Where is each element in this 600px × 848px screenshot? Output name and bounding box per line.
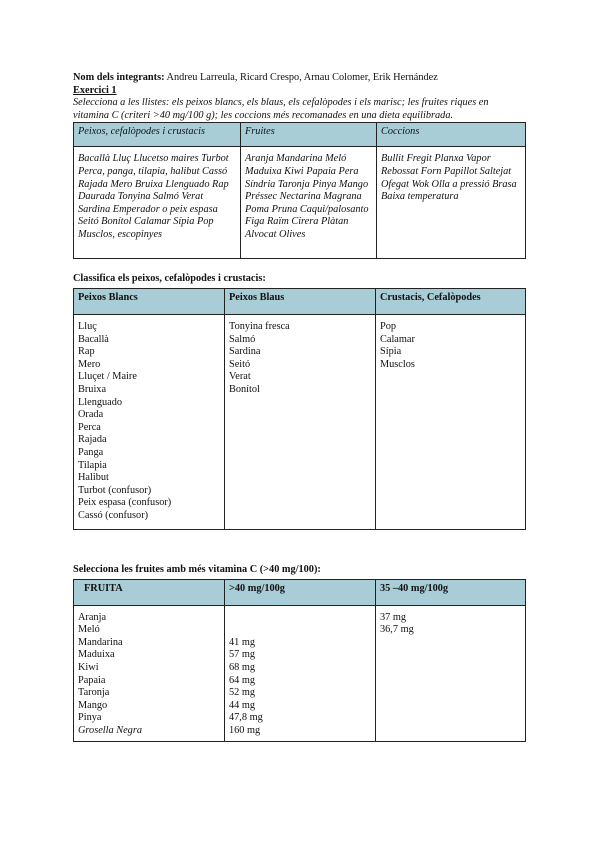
vitamin-header-over40: >40 mg/100g	[225, 579, 376, 605]
vitamin-col-fruits	[74, 605, 225, 741]
list-item: Peix espasa (confusor)	[78, 497, 172, 509]
classify-col-crustaceans	[376, 314, 526, 529]
exercise-title: Exercici 1	[73, 84, 117, 96]
list-item: Tilapia	[78, 459, 107, 471]
list-item: Mandarina	[78, 636, 123, 648]
list-item: Taronja	[78, 687, 110, 699]
classify-table	[73, 288, 526, 530]
list-item: 64 mg	[229, 674, 256, 686]
list-item: Verat	[229, 371, 251, 383]
list-item: Lluç	[78, 320, 97, 332]
list-item: Panga	[78, 446, 104, 458]
list-item	[229, 624, 371, 637]
list-item: Pinya	[78, 712, 102, 724]
members-label: Nom dels integrants:	[73, 72, 165, 83]
lists-table	[73, 122, 526, 259]
list-item: 37 mg	[380, 611, 407, 623]
list-item: Mango	[78, 699, 108, 711]
vitamin-header-35-40: 35 –40 mg/100g	[376, 579, 526, 605]
list-item: Aranja	[78, 611, 107, 623]
lists-header-fruits: Fruites	[241, 123, 377, 147]
classify-title: Classifica els peixos, cefalòpodes i crustacis:	[73, 273, 266, 285]
list-item: Maduixa	[78, 649, 115, 661]
list-item: 68 mg	[229, 661, 256, 673]
list-item	[229, 612, 371, 625]
list-item: Bonítol	[229, 383, 260, 395]
vitamin-c-title: Selecciona les fruites amb més vitamina C (>40 mg/100):	[73, 563, 321, 575]
members-names: Andreu Larreula, Ricard Crespo, Arnau Colomer, Erik Hernández	[166, 72, 438, 83]
classify-header-blue: Peixos Blaus	[225, 288, 376, 314]
list-item: Perca	[78, 421, 101, 433]
lists-cell-cooking: Bullit Fregit Planxa Vapor Rebossat Forn Papillot Saltejat Ofegat Wok Olla a pressió Brasa Baixa temperatura	[377, 147, 526, 259]
vitamin-header-fruit: FRUITA	[74, 579, 225, 605]
list-item: Musclos	[380, 358, 415, 370]
list-item: 52 mg	[229, 687, 256, 699]
list-item: 41 mg	[229, 636, 256, 648]
list-item: 57 mg	[229, 649, 256, 661]
list-item: 36,7 mg	[380, 624, 414, 636]
list-item: Papaia	[78, 674, 106, 686]
list-item: Cassó (confusor)	[78, 509, 149, 521]
list-item: 44 mg	[229, 699, 256, 711]
list-item: Turbot (confusor)	[78, 484, 152, 496]
lists-cell-fish: Bacallà Lluç Llucetso maires Turbot Perca, panga, tilapia, halibut Cassó Rajada Mero Bruixa Llenguado Rap Daurada Tonyina Salmó Verat Sardina Emperador o peix espasa Seitó Bonítol Calamar Sípia Pop Musclos, escopinyes	[74, 147, 241, 259]
list-item: Mero	[78, 358, 101, 370]
members-line	[73, 72, 525, 85]
classify-header-white: Peixos Blancs	[74, 288, 225, 314]
vitamin-col-35-40	[376, 605, 526, 741]
list-item: Seitó	[229, 358, 251, 370]
list-item: Salmó	[229, 333, 256, 345]
lists-header-cooking: Coccions	[377, 123, 526, 147]
list-item: Bacallà	[78, 333, 109, 345]
lists-cell-fruits: Aranja Mandarina Meló Maduixa Kiwi Papaia Pera Síndria Taronja Pinya Mango Préssec Nectarina Magrana Poma Pruna Caqui/palosanto Figa Raïm Cirera Plàtan Alvocat Olives	[241, 147, 377, 259]
classify-col-white	[74, 314, 225, 529]
vitamin-col-over40	[225, 605, 376, 741]
list-item: Calamar	[380, 333, 415, 345]
list-item: Rap	[78, 346, 95, 358]
list-item: 47,8 mg	[229, 712, 263, 724]
list-item: 160 mg	[229, 724, 261, 736]
list-item: Halibut	[78, 472, 109, 484]
list-item: Sardina	[229, 346, 261, 358]
document-page	[73, 72, 525, 742]
list-item: Orada	[78, 409, 104, 421]
list-item: Tonyina fresca	[229, 320, 290, 332]
list-item: Pop	[380, 320, 397, 332]
vitamin-c-table	[73, 579, 526, 742]
list-item: Lluçet / Maire	[78, 371, 137, 383]
lists-header-fish: Peixos, cefalòpodes i crustacis	[74, 123, 241, 147]
classify-col-blue	[225, 314, 376, 529]
list-item: Grosella Negra	[78, 724, 142, 736]
list-item: Llenguado	[78, 396, 123, 408]
list-item: Sípia	[380, 346, 402, 358]
list-item: Rajada	[78, 434, 107, 446]
list-item: Meló	[78, 624, 100, 636]
list-item: Kiwi	[78, 661, 99, 673]
classify-header-crustaceans: Crustacis, Cefalòpodes	[376, 288, 526, 314]
exercise-instructions: Selecciona a les llistes: els peixos blancs, els blaus, els cefalòpodes i els marisc; les fruites riques en vitamina C (criteri >40 mg/100 g); les coccions més recomanades en una dieta equilibrada.	[73, 97, 489, 121]
list-item: Bruixa	[78, 383, 107, 395]
